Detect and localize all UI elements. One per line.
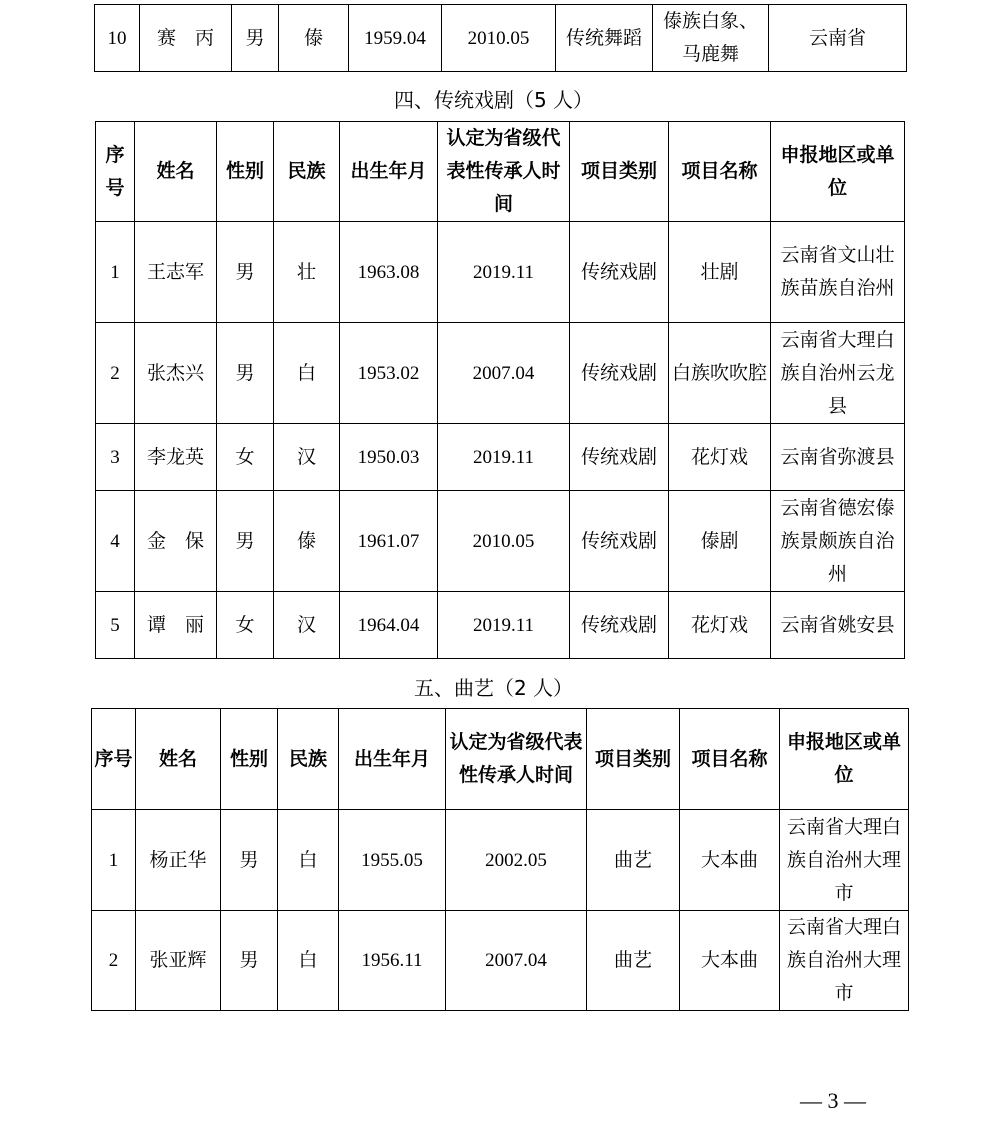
- header-gender: 性别: [217, 122, 274, 222]
- cell-name: 赛 丙: [140, 5, 232, 72]
- cell-category: 传统戏剧: [570, 323, 669, 424]
- cell-recognized: 2019.11: [438, 222, 570, 323]
- cell-category: 传统戏剧: [570, 424, 669, 491]
- header-gender: 性别: [221, 709, 278, 810]
- cell-recognized: 2010.05: [442, 5, 556, 72]
- cell-ethnicity: 汉: [274, 424, 340, 491]
- table-row: [92, 911, 909, 1011]
- table-row: [96, 424, 905, 491]
- cell-birth: 1959.04: [349, 5, 442, 72]
- table-header-row: [92, 709, 909, 810]
- cell-name: 金 保: [135, 491, 217, 592]
- header-category: 项目类别: [587, 709, 680, 810]
- cell-name: 谭 丽: [135, 592, 217, 659]
- cell-project: 白族吹吹腔: [669, 323, 771, 424]
- cell-recognized: 2007.04: [438, 323, 570, 424]
- cell-gender: 男: [232, 5, 279, 72]
- header-project: 项目名称: [669, 122, 771, 222]
- page-number: — 3 —: [800, 1088, 866, 1113]
- cell-recognized: 2002.05: [446, 810, 587, 911]
- cell-category: 传统舞蹈: [556, 5, 653, 72]
- cell-ethnicity: 傣: [274, 491, 340, 592]
- cell-project: 壮剧: [669, 222, 771, 323]
- cell-index: 10: [95, 5, 140, 72]
- cell-name: 杨正华: [136, 810, 221, 911]
- cell-birth: 1956.11: [339, 911, 446, 1011]
- quyi-table-body: [92, 810, 909, 1011]
- cell-name: 张杰兴: [135, 323, 217, 424]
- dance-table-body: [95, 5, 907, 72]
- cell-ethnicity: 傣: [279, 5, 349, 72]
- opera-table: [95, 121, 905, 659]
- cell-birth: 1955.05: [339, 810, 446, 911]
- opera-section-title: 四、传统戏剧（5 人）: [393, 88, 594, 112]
- cell-ethnicity: 白: [278, 911, 339, 1011]
- cell-region: 云南省大理白族自治州云龙县: [771, 323, 905, 424]
- table-row: [95, 5, 907, 72]
- table-row: [92, 810, 909, 911]
- cell-gender: 男: [221, 810, 278, 911]
- cell-recognized: 2010.05: [438, 491, 570, 592]
- cell-region: 云南省德宏傣族景颇族自治州: [771, 491, 905, 592]
- header-index: 序号: [96, 122, 135, 222]
- table-row: [96, 491, 905, 592]
- cell-region: 云南省大理白族自治州大理市: [780, 810, 909, 911]
- table-header-row: [96, 122, 905, 222]
- cell-project: 大本曲: [680, 911, 780, 1011]
- quyi-table: [91, 708, 909, 1011]
- cell-gender: 男: [217, 491, 274, 592]
- header-name: 姓名: [135, 122, 217, 222]
- cell-project: 大本曲: [680, 810, 780, 911]
- cell-region: 云南省大理白族自治州大理市: [780, 911, 909, 1011]
- cell-birth: 1950.03: [340, 424, 438, 491]
- header-category: 项目类别: [570, 122, 669, 222]
- cell-name: 王志军: [135, 222, 217, 323]
- cell-index: 2: [92, 911, 136, 1011]
- cell-birth: 1953.02: [340, 323, 438, 424]
- cell-project: 花灯戏: [669, 424, 771, 491]
- header-ethnicity: 民族: [278, 709, 339, 810]
- cell-recognized: 2007.04: [446, 911, 587, 1011]
- cell-ethnicity: 白: [274, 323, 340, 424]
- cell-category: 传统戏剧: [570, 222, 669, 323]
- cell-index: 5: [96, 592, 135, 659]
- cell-gender: 女: [217, 592, 274, 659]
- cell-gender: 男: [217, 323, 274, 424]
- cell-index: 1: [92, 810, 136, 911]
- cell-region: 云南省: [769, 5, 907, 72]
- cell-region: 云南省弥渡县: [771, 424, 905, 491]
- cell-category: 曲艺: [587, 810, 680, 911]
- cell-gender: 男: [221, 911, 278, 1011]
- cell-index: 1: [96, 222, 135, 323]
- cell-name: 张亚辉: [136, 911, 221, 1011]
- cell-region: 云南省姚安县: [771, 592, 905, 659]
- cell-category: 传统戏剧: [570, 491, 669, 592]
- cell-name: 李龙英: [135, 424, 217, 491]
- cell-project: 花灯戏: [669, 592, 771, 659]
- header-recognized: 认定为省级代表性传承人时间: [446, 709, 587, 810]
- header-project: 项目名称: [680, 709, 780, 810]
- cell-index: 2: [96, 323, 135, 424]
- cell-ethnicity: 壮: [274, 222, 340, 323]
- header-ethnicity: 民族: [274, 122, 340, 222]
- header-index: 序号: [92, 709, 136, 810]
- cell-ethnicity: 白: [278, 810, 339, 911]
- table-row: [96, 323, 905, 424]
- opera-table-body: [96, 222, 905, 659]
- quyi-section-title: 五、曲艺（2 人）: [413, 676, 574, 700]
- cell-recognized: 2019.11: [438, 592, 570, 659]
- header-birth: 出生年月: [339, 709, 446, 810]
- cell-recognized: 2019.11: [438, 424, 570, 491]
- cell-gender: 女: [217, 424, 274, 491]
- table-row: [96, 592, 905, 659]
- cell-gender: 男: [217, 222, 274, 323]
- cell-region: 云南省文山壮族苗族自治州: [771, 222, 905, 323]
- header-birth: 出生年月: [340, 122, 438, 222]
- header-region: 申报地区或单位: [780, 709, 909, 810]
- cell-birth: 1964.04: [340, 592, 438, 659]
- cell-project: 傣族白象、马鹿舞: [653, 5, 769, 72]
- cell-project: 傣剧: [669, 491, 771, 592]
- cell-index: 3: [96, 424, 135, 491]
- cell-birth: 1963.08: [340, 222, 438, 323]
- cell-birth: 1961.07: [340, 491, 438, 592]
- cell-ethnicity: 汉: [274, 592, 340, 659]
- header-region: 申报地区或单位: [771, 122, 905, 222]
- header-recognized: 认定为省级代表性传承人时间: [438, 122, 570, 222]
- table-row: [96, 222, 905, 323]
- cell-index: 4: [96, 491, 135, 592]
- cell-category: 曲艺: [587, 911, 680, 1011]
- cell-category: 传统戏剧: [570, 592, 669, 659]
- dance-table: [94, 4, 907, 72]
- header-name: 姓名: [136, 709, 221, 810]
